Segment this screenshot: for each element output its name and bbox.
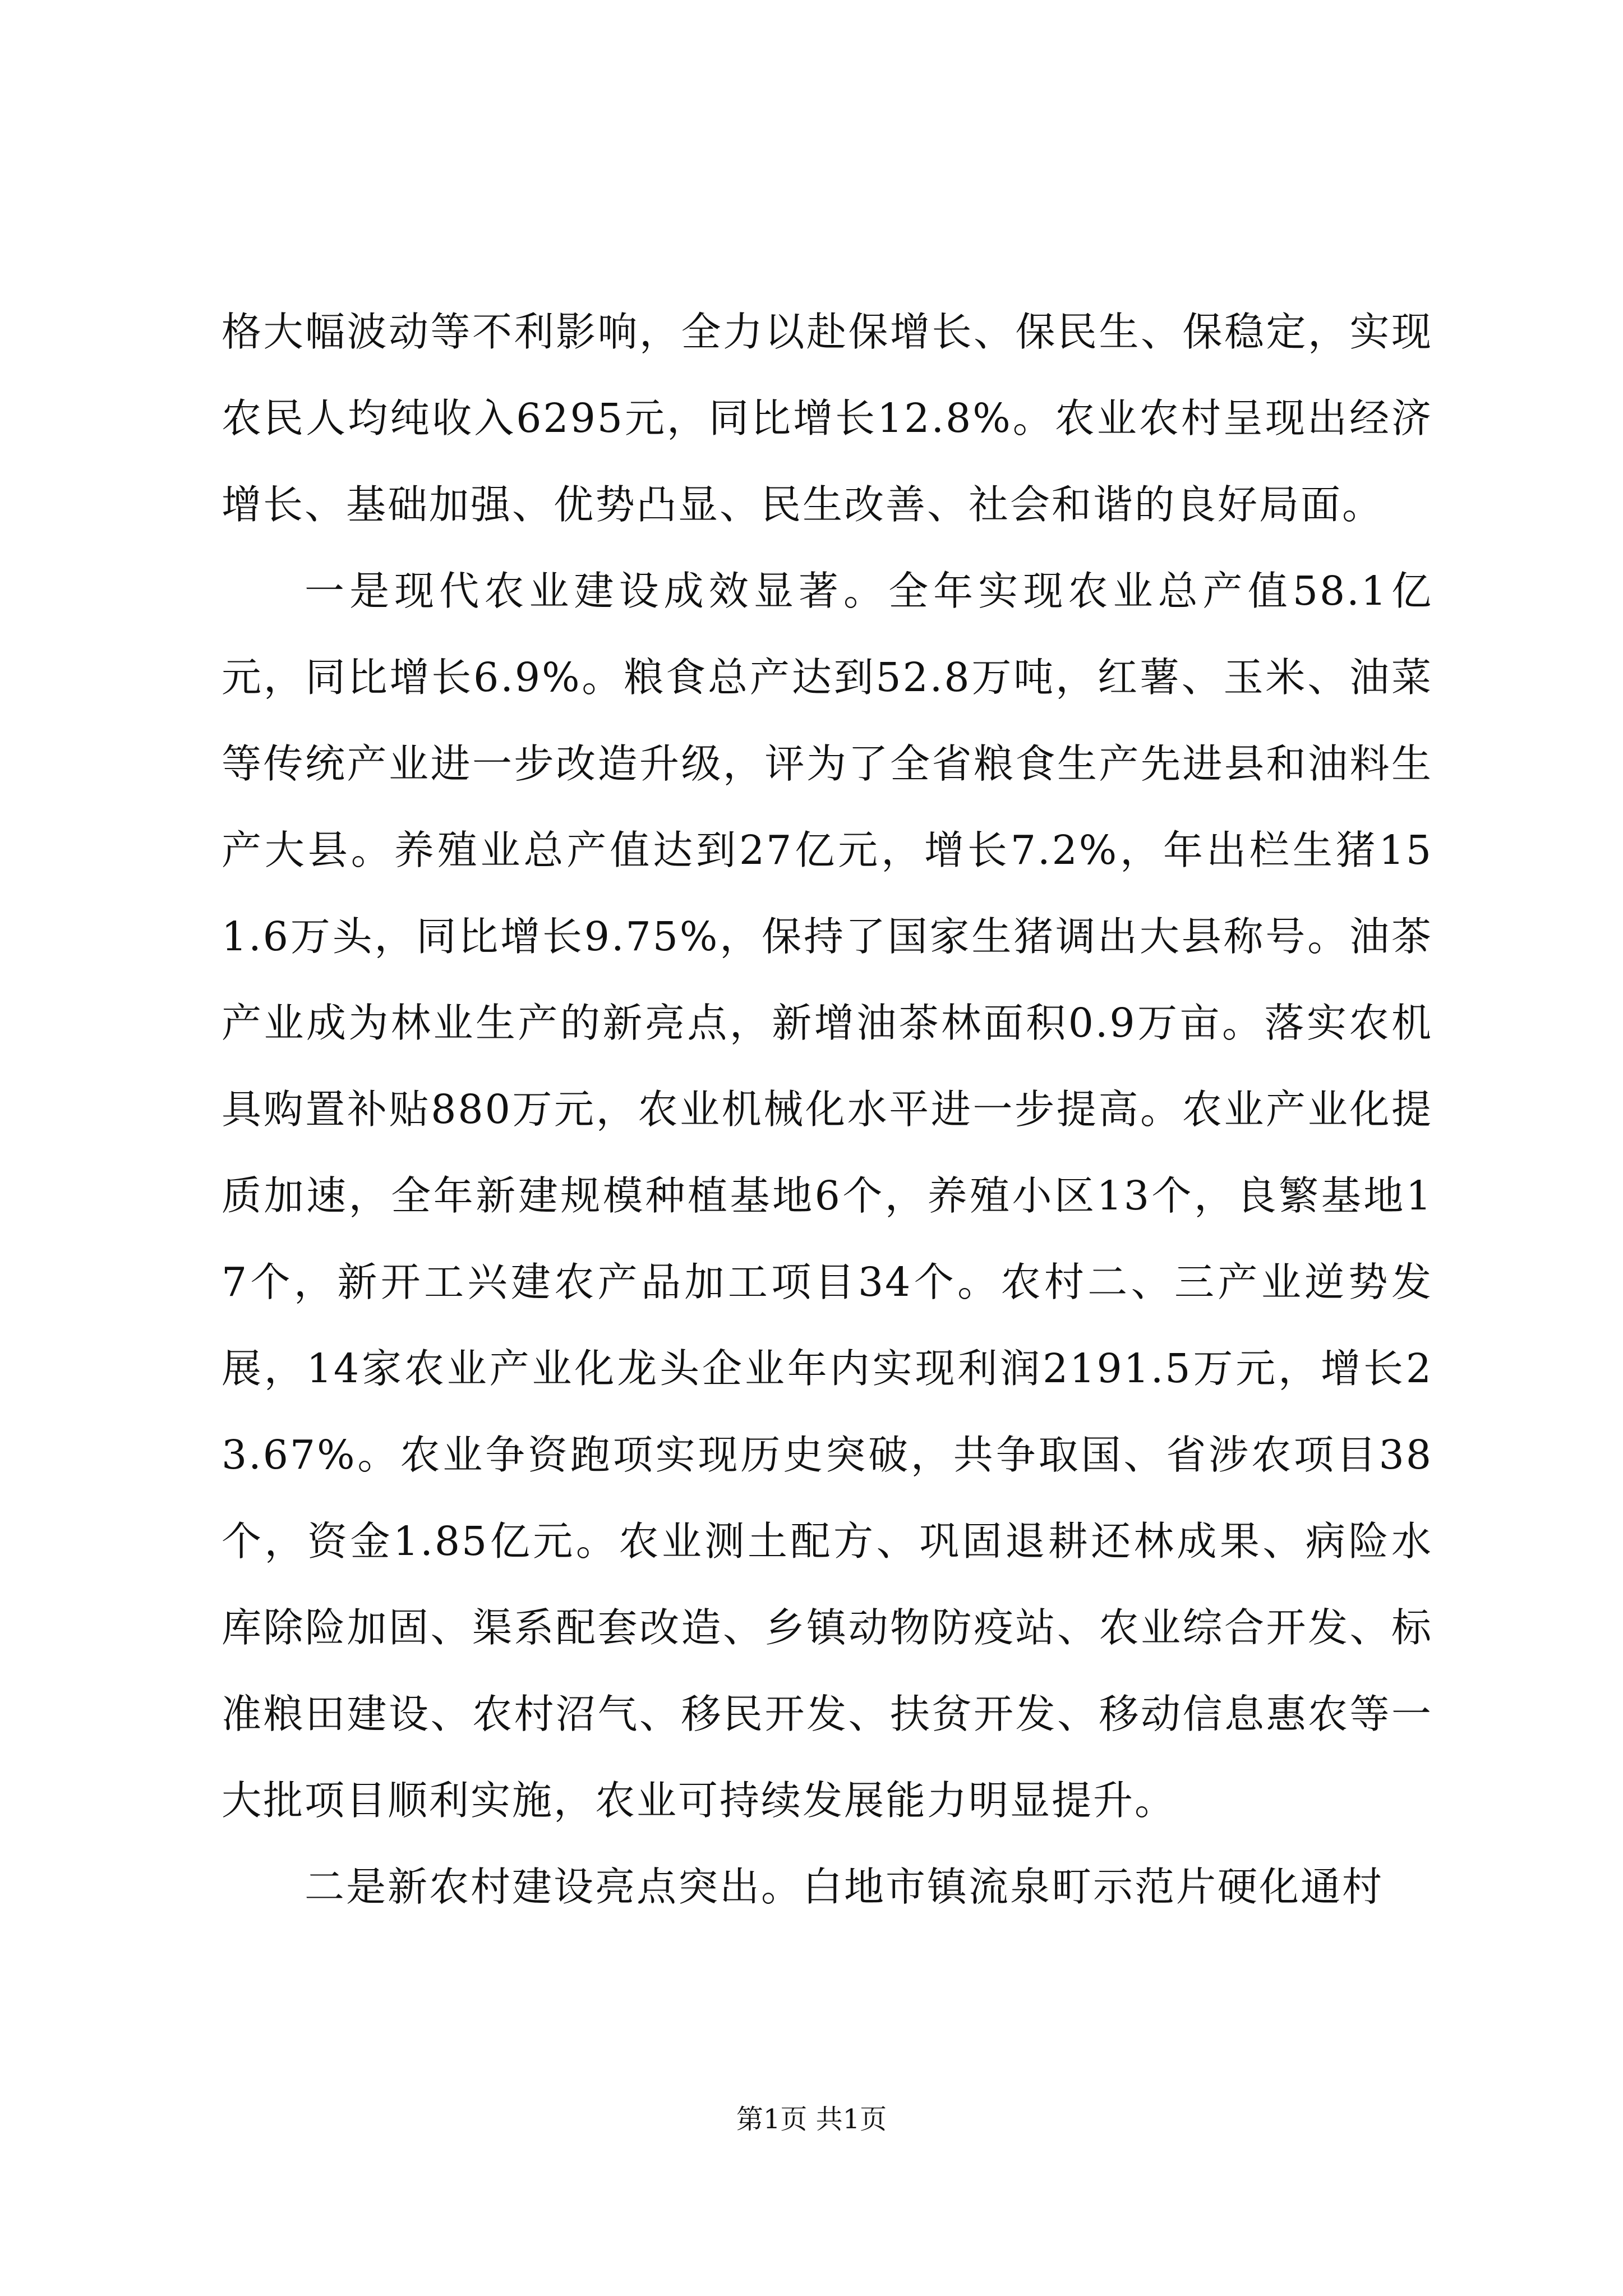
paragraph-modern-agriculture: 一是现代农业建设成效显著。全年实现农业总产值58.1亿元，同比增长6.9%。粮食总产达到52.8万吨，红薯、玉米、油菜等传统产业进一步改造升级，评为了全省粮食生产先进县和油料生产大县。养殖业总产值达到27亿元，增长7.2%，年出栏生猪151.6万头，同比增长9.75%，保持了国家生猪调出大县称号。油茶产业成为林业生产的新亮点，新增油茶林面积0.9万亩。落实农机具购置补贴880万元，农业机械化水平进一步提高。农业产业化提质加速，全年新建规模种植基地6个，养殖小区13个，良繁基地17个，新开工兴建农产品加工项目34个。农村二、三产业逆势发展，14家农业产业化龙头企业年内实现利润2191.5万元，增长23.67%。农业争资跑项实现历史突破，共争取国、省涉农项目38个，资金1.85亿元。农业测土配方、巩固退耕还林成果、病险水库除险加固、渠系配套改造、乡镇动物防疫站、农业综合开发、标准粮田建设、农村沼气、移民开发、扶贫开发、移动信息惠农等一大批项目顺利实施，农业可持续发展能力明显提升。 (222, 568, 1433, 1824)
page-footer: 第1页 共1页 (736, 2104, 887, 2135)
document-body (222, 289, 1433, 1930)
paragraph-continuation: 格大幅波动等不利影响，全力以赴保增长、保民生、保稳定，实现农民人均纯收入6295元，同比增长12.8%。农业农村呈现出经济增长、基础加强、优势凸显、民生改善、社会和谐的良好局面。 (222, 309, 1433, 528)
paragraph-new-countryside: 二是新农村建设亮点突出。白地市镇流泉町示范片硬化通村 (305, 1864, 1384, 1910)
